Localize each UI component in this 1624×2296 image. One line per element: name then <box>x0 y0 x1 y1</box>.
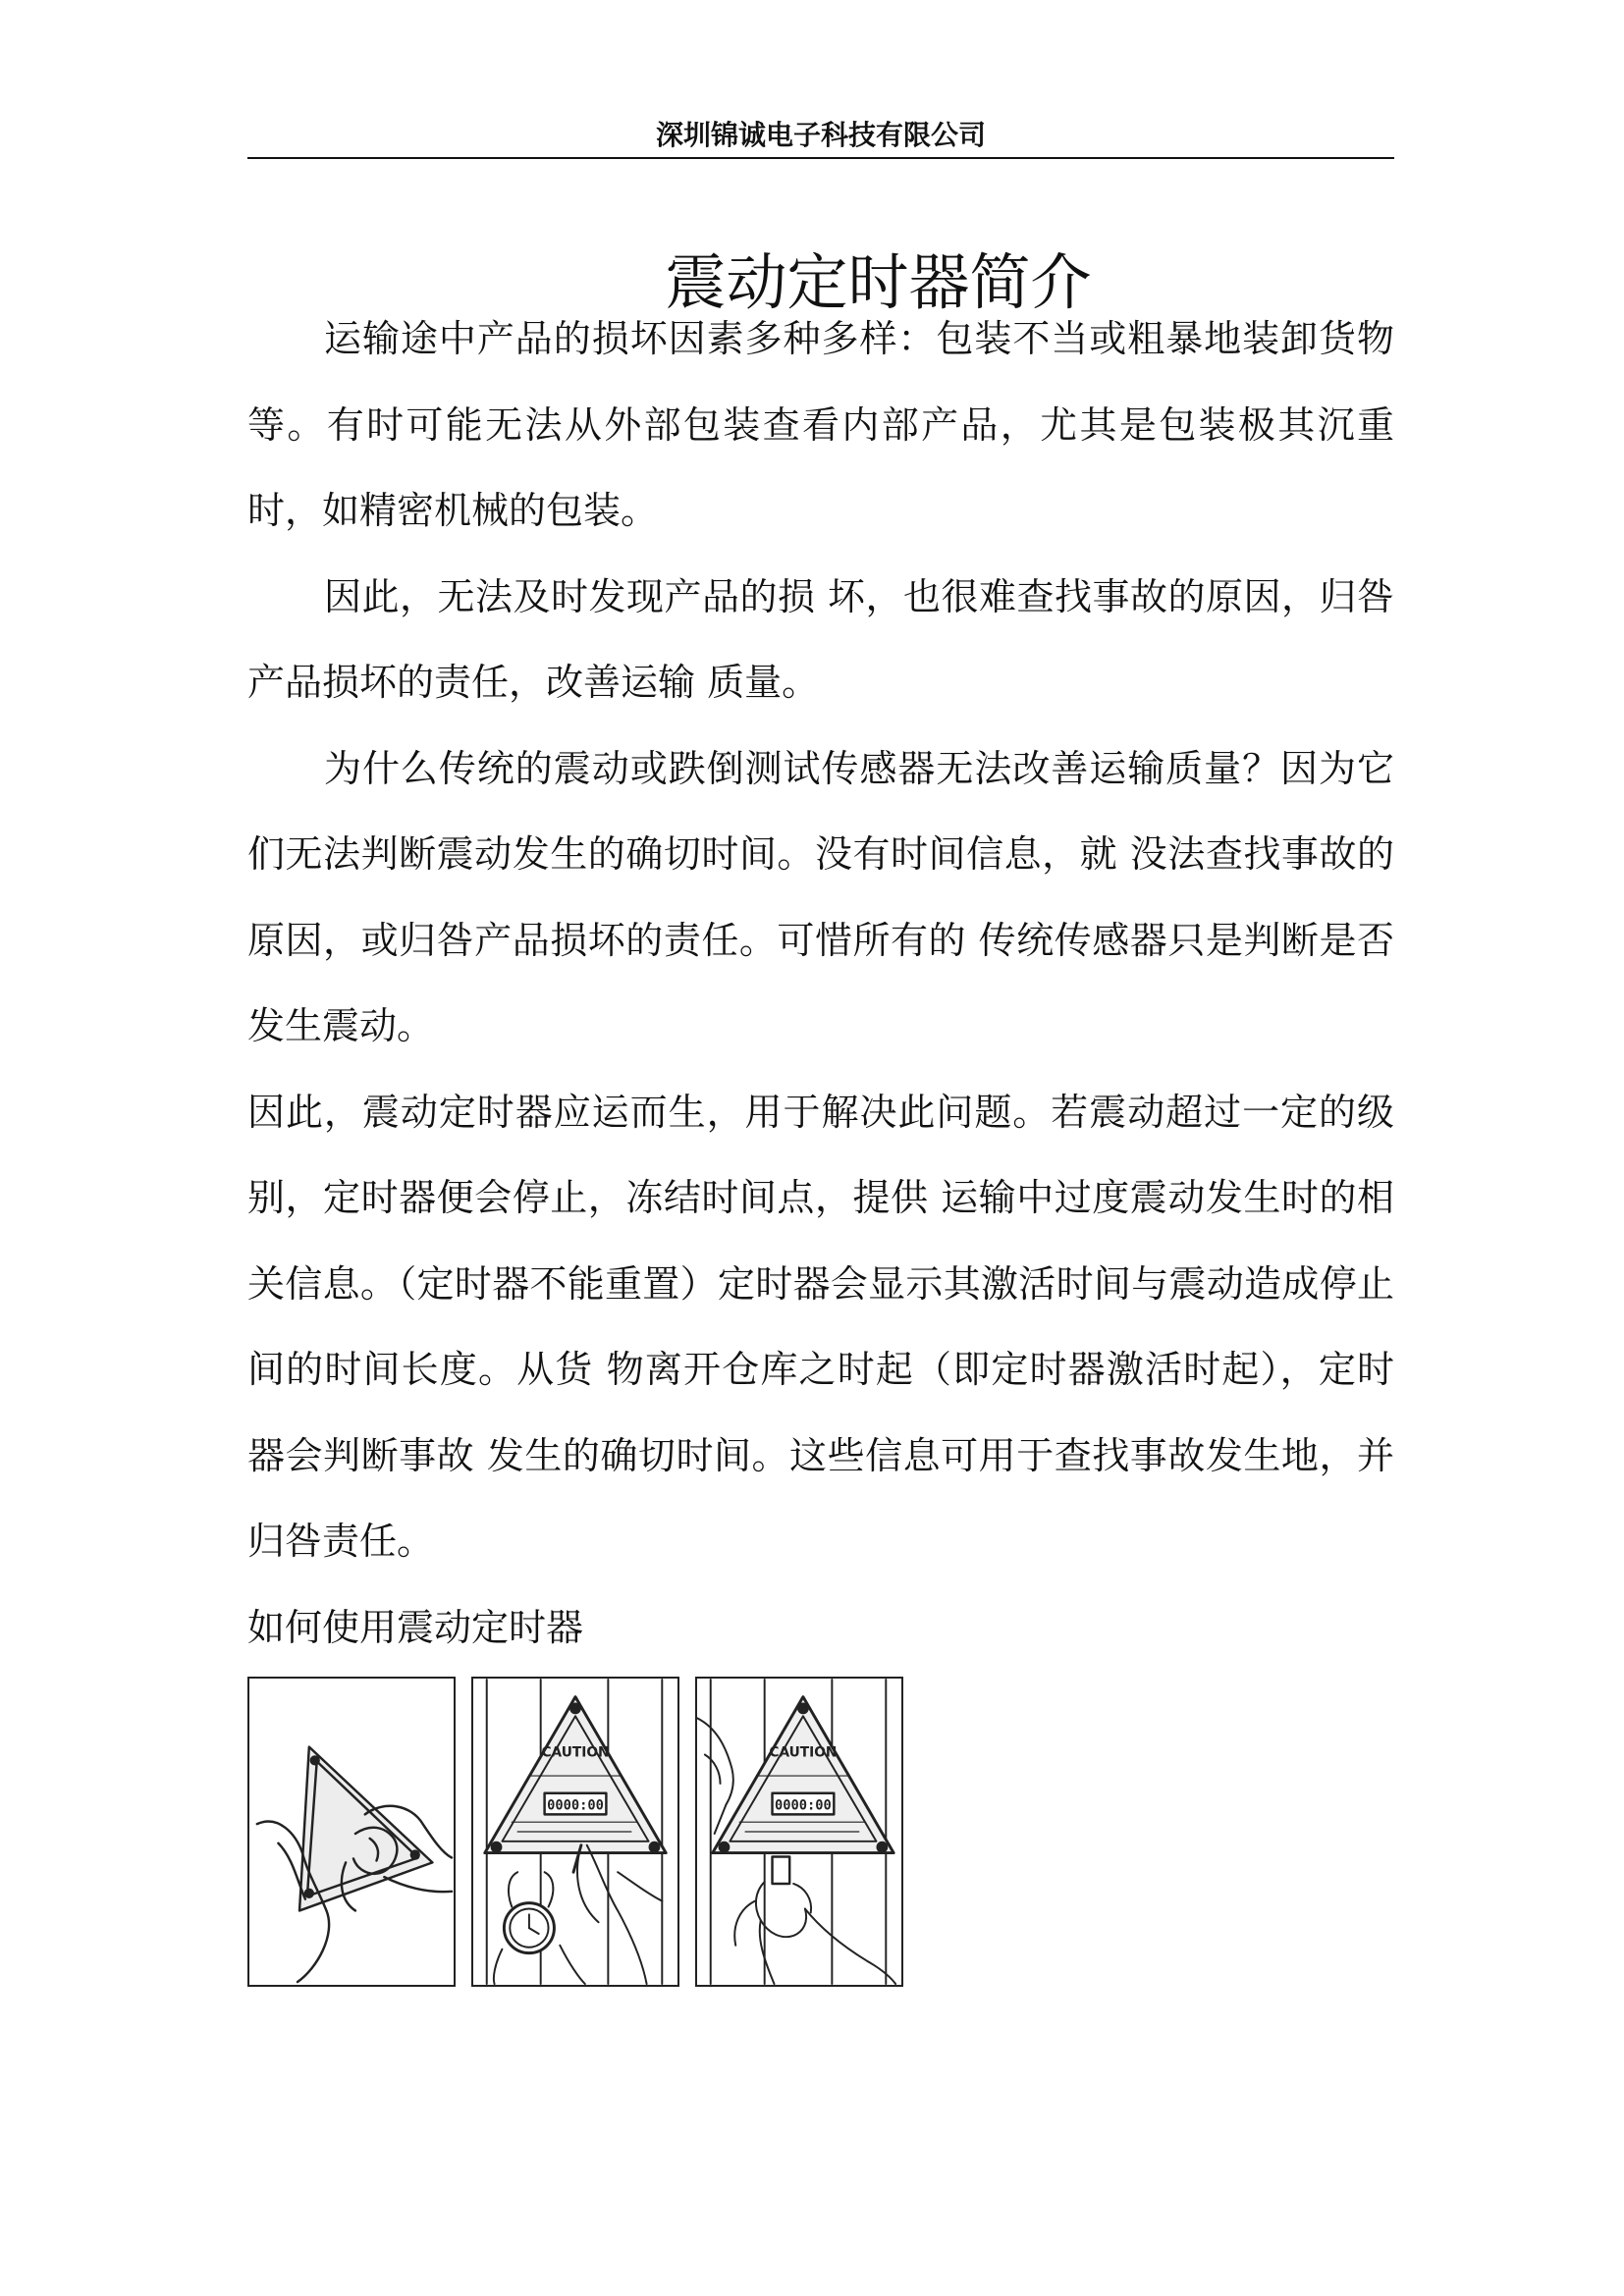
company-header: 深圳锦诚电子科技有限公司 <box>655 119 986 151</box>
timer-display: 0000:00 <box>775 1797 832 1814</box>
paragraph-consequence: 因此，无法及时发现产品的损 坏，也很难查找事故的原因，归咎产品损坏的责任，改善运输 质量。 <box>247 574 1394 704</box>
document-body <box>247 296 1394 1671</box>
document-title: 震动定时器简介 <box>665 245 1092 318</box>
paragraph-traditional-sensors: 为什么传统的震动或跌倒测试传感器无法改善运输质量？因为它们无法判断震动发生的确切时间。没有时间信息，就 没法查找事故的原因，或归咎产品损坏的责任。可惜所有的 传统传感器只是判断是否发生震动。 <box>247 746 1394 1047</box>
hand-pressing-timer-with-watch-icon <box>473 1679 677 1985</box>
figure-step-3 <box>695 1677 903 1987</box>
paragraph-shock-timer: 因此，震动定时器应运而生，用于解决此问题。若震动超过一定的级别，定时器便会停止，冻结时间点，提供 运输中过度震动发生时的相关信息。（定时器不能重置）定时器会显示其激活时间与震动造成停止间的时间长度。从货 物离开仓库之时起（即定时器激活时起），定时器会判断事故 发生的确切时间。这些信息可用于查找事故发生地，并归咎责任。 <box>247 1090 1394 1563</box>
paragraph-intro: 运输途中产品的损坏因素多种多样：包装不当或粗暴地装卸货物等。有时可能无法从外部包装查看内部产品，尤其是包装极其沉重时，如精密机械的包装。 <box>247 317 1394 532</box>
header-divider <box>247 157 1394 159</box>
caution-label: CAUTION <box>769 1744 838 1761</box>
figure-step-2 <box>471 1677 679 1987</box>
section-heading-how-to-use: 如何使用震动定时器 <box>247 1605 584 1649</box>
caution-label: CAUTION <box>541 1744 610 1761</box>
figure-step-1 <box>247 1677 456 1987</box>
timer-display: 0000:00 <box>547 1797 604 1814</box>
usage-illustrations <box>247 1677 905 1993</box>
hand-pulling-activation-tab-icon <box>697 1679 901 1985</box>
hands-peeling-sticker-icon <box>249 1679 454 1985</box>
